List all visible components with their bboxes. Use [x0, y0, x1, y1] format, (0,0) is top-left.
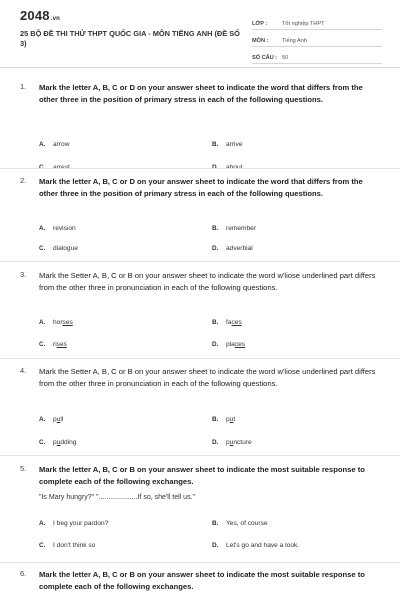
- option-letter: A.: [39, 520, 46, 527]
- answer-option[interactable]: [212, 245, 253, 252]
- option-letter: A.: [39, 416, 46, 423]
- answer-option[interactable]: [212, 141, 243, 148]
- option-text: places: [226, 341, 246, 348]
- question-divider: [0, 168, 400, 169]
- option-letter: D.: [212, 341, 219, 348]
- option-letter: B.: [212, 416, 219, 423]
- answer-option[interactable]: [212, 439, 252, 446]
- site-logo[interactable]: [20, 8, 60, 23]
- question-text: Mark the Setter A, B, C or B on your answer sheet to indicate the word w'liose underlined part differs from the other three in pronunciation in each of the following questions.: [39, 367, 376, 388]
- meta-value: 50: [282, 55, 289, 61]
- page-header: [0, 0, 400, 68]
- option-text: adverbial: [226, 245, 253, 252]
- question-item: [20, 569, 382, 600]
- answer-option[interactable]: [212, 542, 299, 549]
- logo-main: 2048: [20, 8, 50, 23]
- option-letter: A.: [39, 225, 46, 232]
- question-text: Mark the letter A, B, C or B on your answer sheet to indicate the most suitable response to complete each of the following exchanges.: [39, 570, 365, 591]
- meta-value: Tiếng Anh: [282, 38, 307, 44]
- option-text: dialogue: [53, 245, 78, 252]
- meta-row-question-count: [252, 49, 382, 64]
- meta-label: LỚP :: [252, 21, 268, 27]
- question-text: Mark the letter A, B, C or B on your answer sheet to indicate the most suitable response to complete each of the following exchanges.: [39, 465, 365, 486]
- answer-option[interactable]: [39, 319, 73, 326]
- question-number: 5.: [20, 464, 27, 473]
- answer-option[interactable]: [212, 341, 245, 348]
- question-divider: [0, 358, 400, 359]
- question-item: [20, 176, 382, 266]
- answer-option[interactable]: [39, 439, 76, 446]
- question-text: Mark the letter A, B, C or D on your answer sheet to indicate the word that differs from the other three in the position of primary stress in each of the following questions.: [39, 177, 363, 198]
- option-text: I don't think so: [53, 542, 96, 549]
- option-letter: B.: [212, 520, 219, 527]
- option-text: Let's go and have a look.: [226, 542, 300, 549]
- option-text: pudding: [53, 439, 77, 446]
- question-item: [20, 464, 382, 554]
- option-text: pull: [53, 416, 64, 423]
- question-divider: [0, 455, 400, 456]
- meta-row-subject: [252, 32, 382, 47]
- question-number: 6.: [20, 569, 27, 578]
- answer-option[interactable]: [39, 225, 76, 232]
- option-text: horses: [53, 319, 73, 326]
- question-divider: [0, 562, 400, 563]
- answer-option[interactable]: [212, 319, 242, 326]
- option-letter: D.: [212, 542, 219, 549]
- option-text: put: [226, 416, 236, 423]
- question-prompt: "Is Mary hungry?" "....................If so, she'll tell us.": [39, 494, 195, 501]
- question-item: [20, 270, 382, 360]
- option-letter: C.: [39, 341, 46, 348]
- question-number: 2.: [20, 176, 27, 185]
- meta-value: Tốt nghiệp THPT: [282, 21, 325, 27]
- answer-option[interactable]: [212, 225, 256, 232]
- option-letter: B.: [212, 319, 219, 326]
- option-text: puncture: [226, 439, 252, 446]
- option-text: arrow: [53, 141, 70, 148]
- meta-label: MÔN :: [252, 38, 269, 44]
- option-text: arrive: [226, 141, 243, 148]
- answer-option[interactable]: [39, 542, 95, 549]
- option-letter: C.: [39, 439, 46, 446]
- option-text: rises: [53, 341, 67, 348]
- question-number: 1.: [20, 82, 27, 91]
- answer-option[interactable]: [39, 341, 67, 348]
- option-letter: B.: [212, 141, 219, 148]
- option-letter: B.: [212, 225, 219, 232]
- option-text: remember: [226, 225, 257, 232]
- option-text: revision: [53, 225, 76, 232]
- answer-option[interactable]: [39, 141, 70, 148]
- option-letter: D.: [212, 245, 219, 252]
- meta-row-class: [252, 15, 382, 30]
- option-letter: C.: [39, 245, 46, 252]
- option-letter: A.: [39, 141, 46, 148]
- question-item: [20, 82, 382, 172]
- question-text: Mark the letter A, B, C or D on your answer sheet to indicate the word that differs from the other three in the position of primary stress in each of the following questions.: [39, 83, 363, 104]
- answer-option[interactable]: [39, 245, 78, 252]
- question-number: 3.: [20, 270, 27, 279]
- document-title: 25 BỘ ĐỀ THI THỬ THPT QUỐC GIA - MÔN TIẾNG ANH (ĐỀ SỐ 3): [20, 29, 240, 48]
- meta-label: SỐ CÂU :: [252, 55, 278, 61]
- question-item: [20, 366, 382, 456]
- answer-option[interactable]: [39, 520, 108, 527]
- option-letter: D.: [212, 439, 219, 446]
- option-letter: C.: [39, 542, 46, 549]
- option-text: Yes, of course: [226, 520, 268, 527]
- answer-option[interactable]: [212, 416, 235, 423]
- question-text: Mark the Setter A, B, C or B on your answer sheet to indicate the word w'liose underlined part differs from the other three in pronunciation in each of the following questions.: [39, 271, 376, 292]
- option-text: I beg your pardon?: [53, 520, 109, 527]
- question-divider: [0, 261, 400, 262]
- answer-option[interactable]: [212, 520, 268, 527]
- question-number: 4.: [20, 366, 27, 375]
- option-text: faces: [226, 319, 242, 326]
- question-list: [0, 68, 400, 600]
- logo-suffix: .vn: [50, 16, 61, 22]
- option-letter: A.: [39, 319, 46, 326]
- answer-option[interactable]: [39, 416, 63, 423]
- document-meta: [252, 15, 382, 64]
